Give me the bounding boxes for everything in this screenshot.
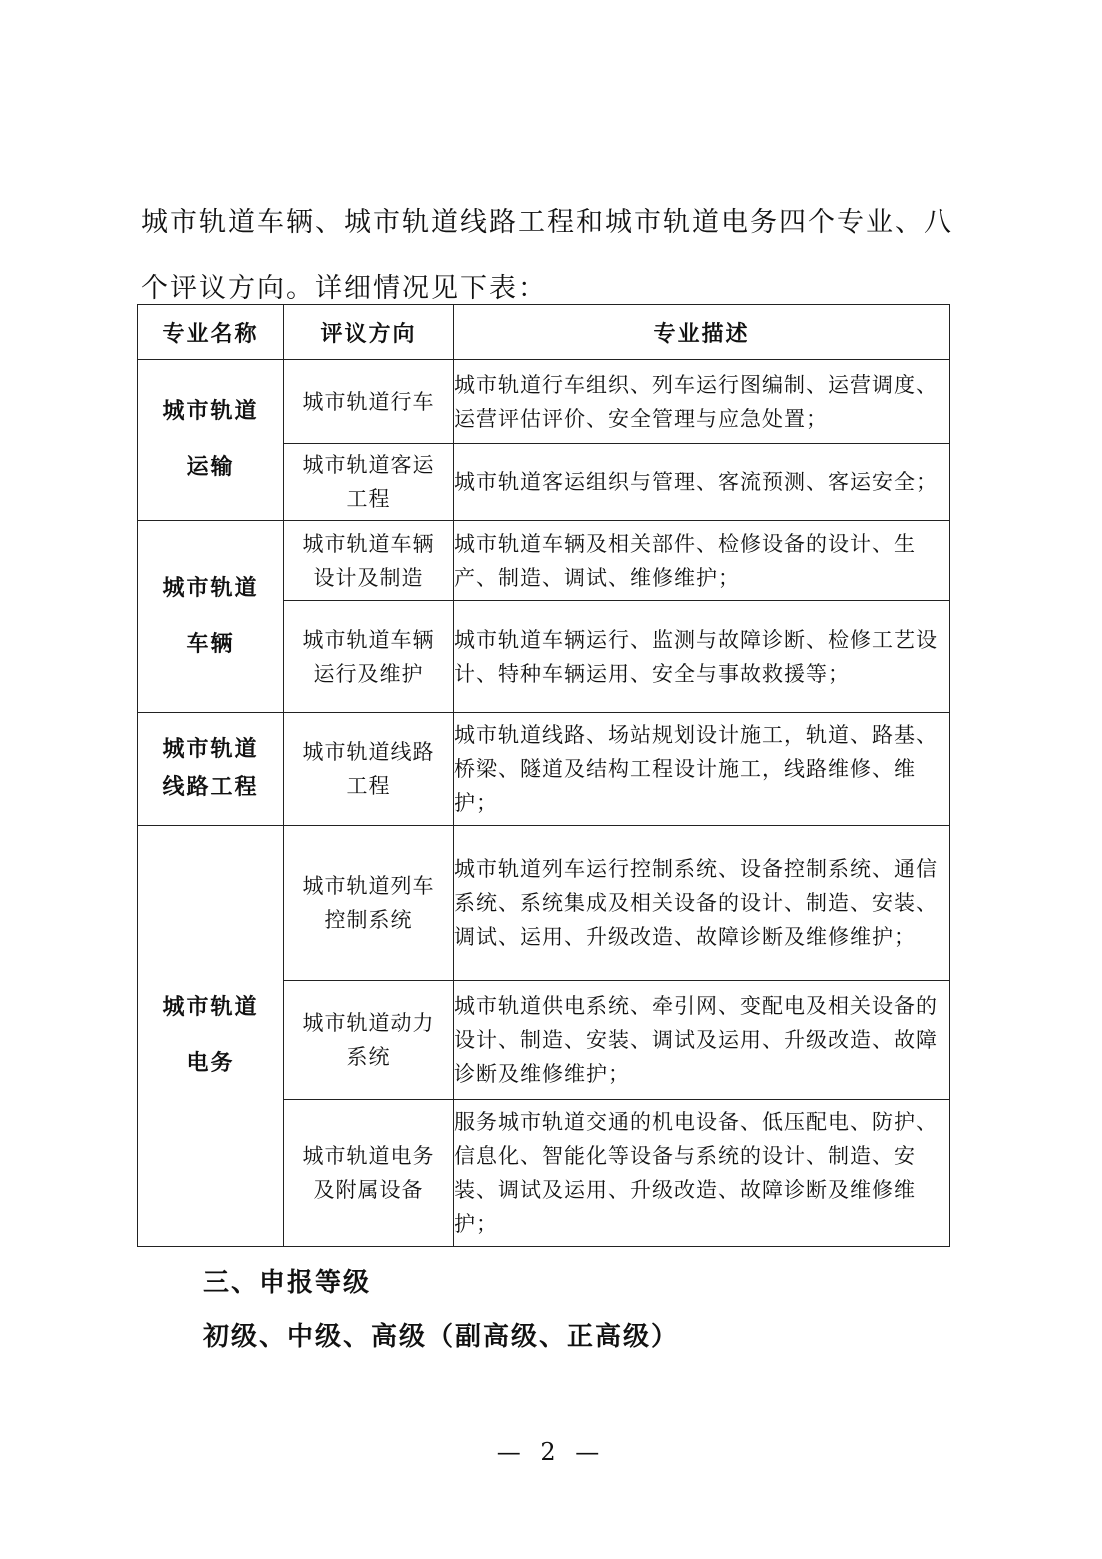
direction-line: 城市轨道行车: [302, 389, 435, 414]
direction-line: 工程: [346, 487, 391, 511]
major-name-line: 城市轨道: [162, 399, 259, 424]
direction-line: 运行及维护: [313, 661, 424, 686]
header-direction: 评议方向: [284, 305, 454, 360]
direction-line: 城市轨道客运: [302, 453, 435, 477]
direction-cell: [284, 601, 454, 713]
description-cell: 服务城市轨道交通的机电设备、低压配电、防护、信息化、智能化等设备与系统的设计、制造、安装、调试及运用、升级改造、故障诊断及维修维护；: [454, 1100, 950, 1247]
direction-cell: [284, 826, 454, 981]
description-cell: 城市轨道线路、场站规划设计施工，轨道、路基、桥梁、隧道及结构工程设计施工，线路维修、维护；: [454, 713, 950, 826]
section-heading: 三、申报等级: [203, 1268, 372, 1298]
direction-line: 系统: [346, 1045, 391, 1069]
major-cell: [138, 360, 284, 521]
direction-line: 城市轨道车辆: [302, 531, 435, 556]
major-name-line: 电务: [186, 1051, 235, 1076]
major-cell: [138, 826, 284, 1247]
major-cell: [138, 521, 284, 713]
table-row: [138, 521, 950, 601]
major-name-line: 城市轨道: [162, 737, 259, 762]
description-cell: 城市轨道车辆及相关部件、检修设备的设计、生产、制造、调试、维修维护；: [454, 521, 950, 601]
major-name-line: 城市轨道: [162, 995, 259, 1020]
direction-line: 及附属设备: [313, 1178, 424, 1202]
major-name-line: 线路工程: [162, 775, 259, 800]
direction-cell: [284, 1100, 454, 1247]
table-header-row: [138, 305, 950, 360]
direction-cell: [284, 444, 454, 521]
section-body: 初级、中级、高级（副高级、正高级）: [203, 1322, 680, 1352]
header-major: 专业名称: [138, 305, 284, 360]
direction-cell: [284, 521, 454, 601]
major-cell: [138, 713, 284, 826]
specialty-table: [137, 304, 950, 1247]
direction-line: 城市轨道线路: [302, 740, 435, 764]
direction-cell: [284, 360, 454, 444]
table-row: [138, 713, 950, 826]
description-cell: 城市轨道供电系统、牵引网、变配电及相关设备的设计、制造、安装、调试及运用、升级改造、故障诊断及维修维护；: [454, 981, 950, 1100]
description-cell: 城市轨道列车运行控制系统、设备控制系统、通信系统、系统集成及相关设备的设计、制造、安装、调试、运用、升级改造、故障诊断及维修维护；: [454, 826, 950, 981]
major-name-line: 运输: [186, 455, 235, 480]
page-number: — 2 —: [496, 1438, 606, 1466]
description-cell: 城市轨道行车组织、列车运行图编制、运营调度、运营评估评价、安全管理与应急处置；: [454, 360, 950, 444]
direction-cell: [284, 713, 454, 826]
direction-line: 城市轨道列车: [302, 874, 435, 898]
description-cell: 城市轨道客运组织与管理、客流预测、客运安全；: [454, 444, 950, 521]
direction-line: 设计及制造: [313, 565, 424, 590]
header-description: 专业描述: [454, 305, 950, 360]
direction-line: 城市轨道动力: [302, 1011, 435, 1035]
intro-paragraph: [141, 190, 961, 322]
description-cell: 城市轨道车辆运行、监测与故障诊断、检修工艺设计、特种车辆运用、安全与事故救援等；: [454, 601, 950, 713]
intro-line-2: 个评议方向。详细情况见下表：: [141, 273, 547, 304]
intro-line-1: 城市轨道车辆、城市轨道线路工程和城市轨道电务四个专业、八: [141, 207, 953, 238]
direction-line: 城市轨道电务: [302, 1144, 435, 1168]
direction-line: 工程: [346, 774, 391, 798]
direction-cell: [284, 981, 454, 1100]
table-row: [138, 826, 950, 981]
major-name-line: 城市轨道: [162, 575, 259, 601]
direction-line: 控制系统: [324, 908, 413, 932]
direction-line: 城市轨道车辆: [302, 627, 435, 652]
table-row: [138, 360, 950, 444]
major-name-line: 车辆: [186, 631, 235, 657]
